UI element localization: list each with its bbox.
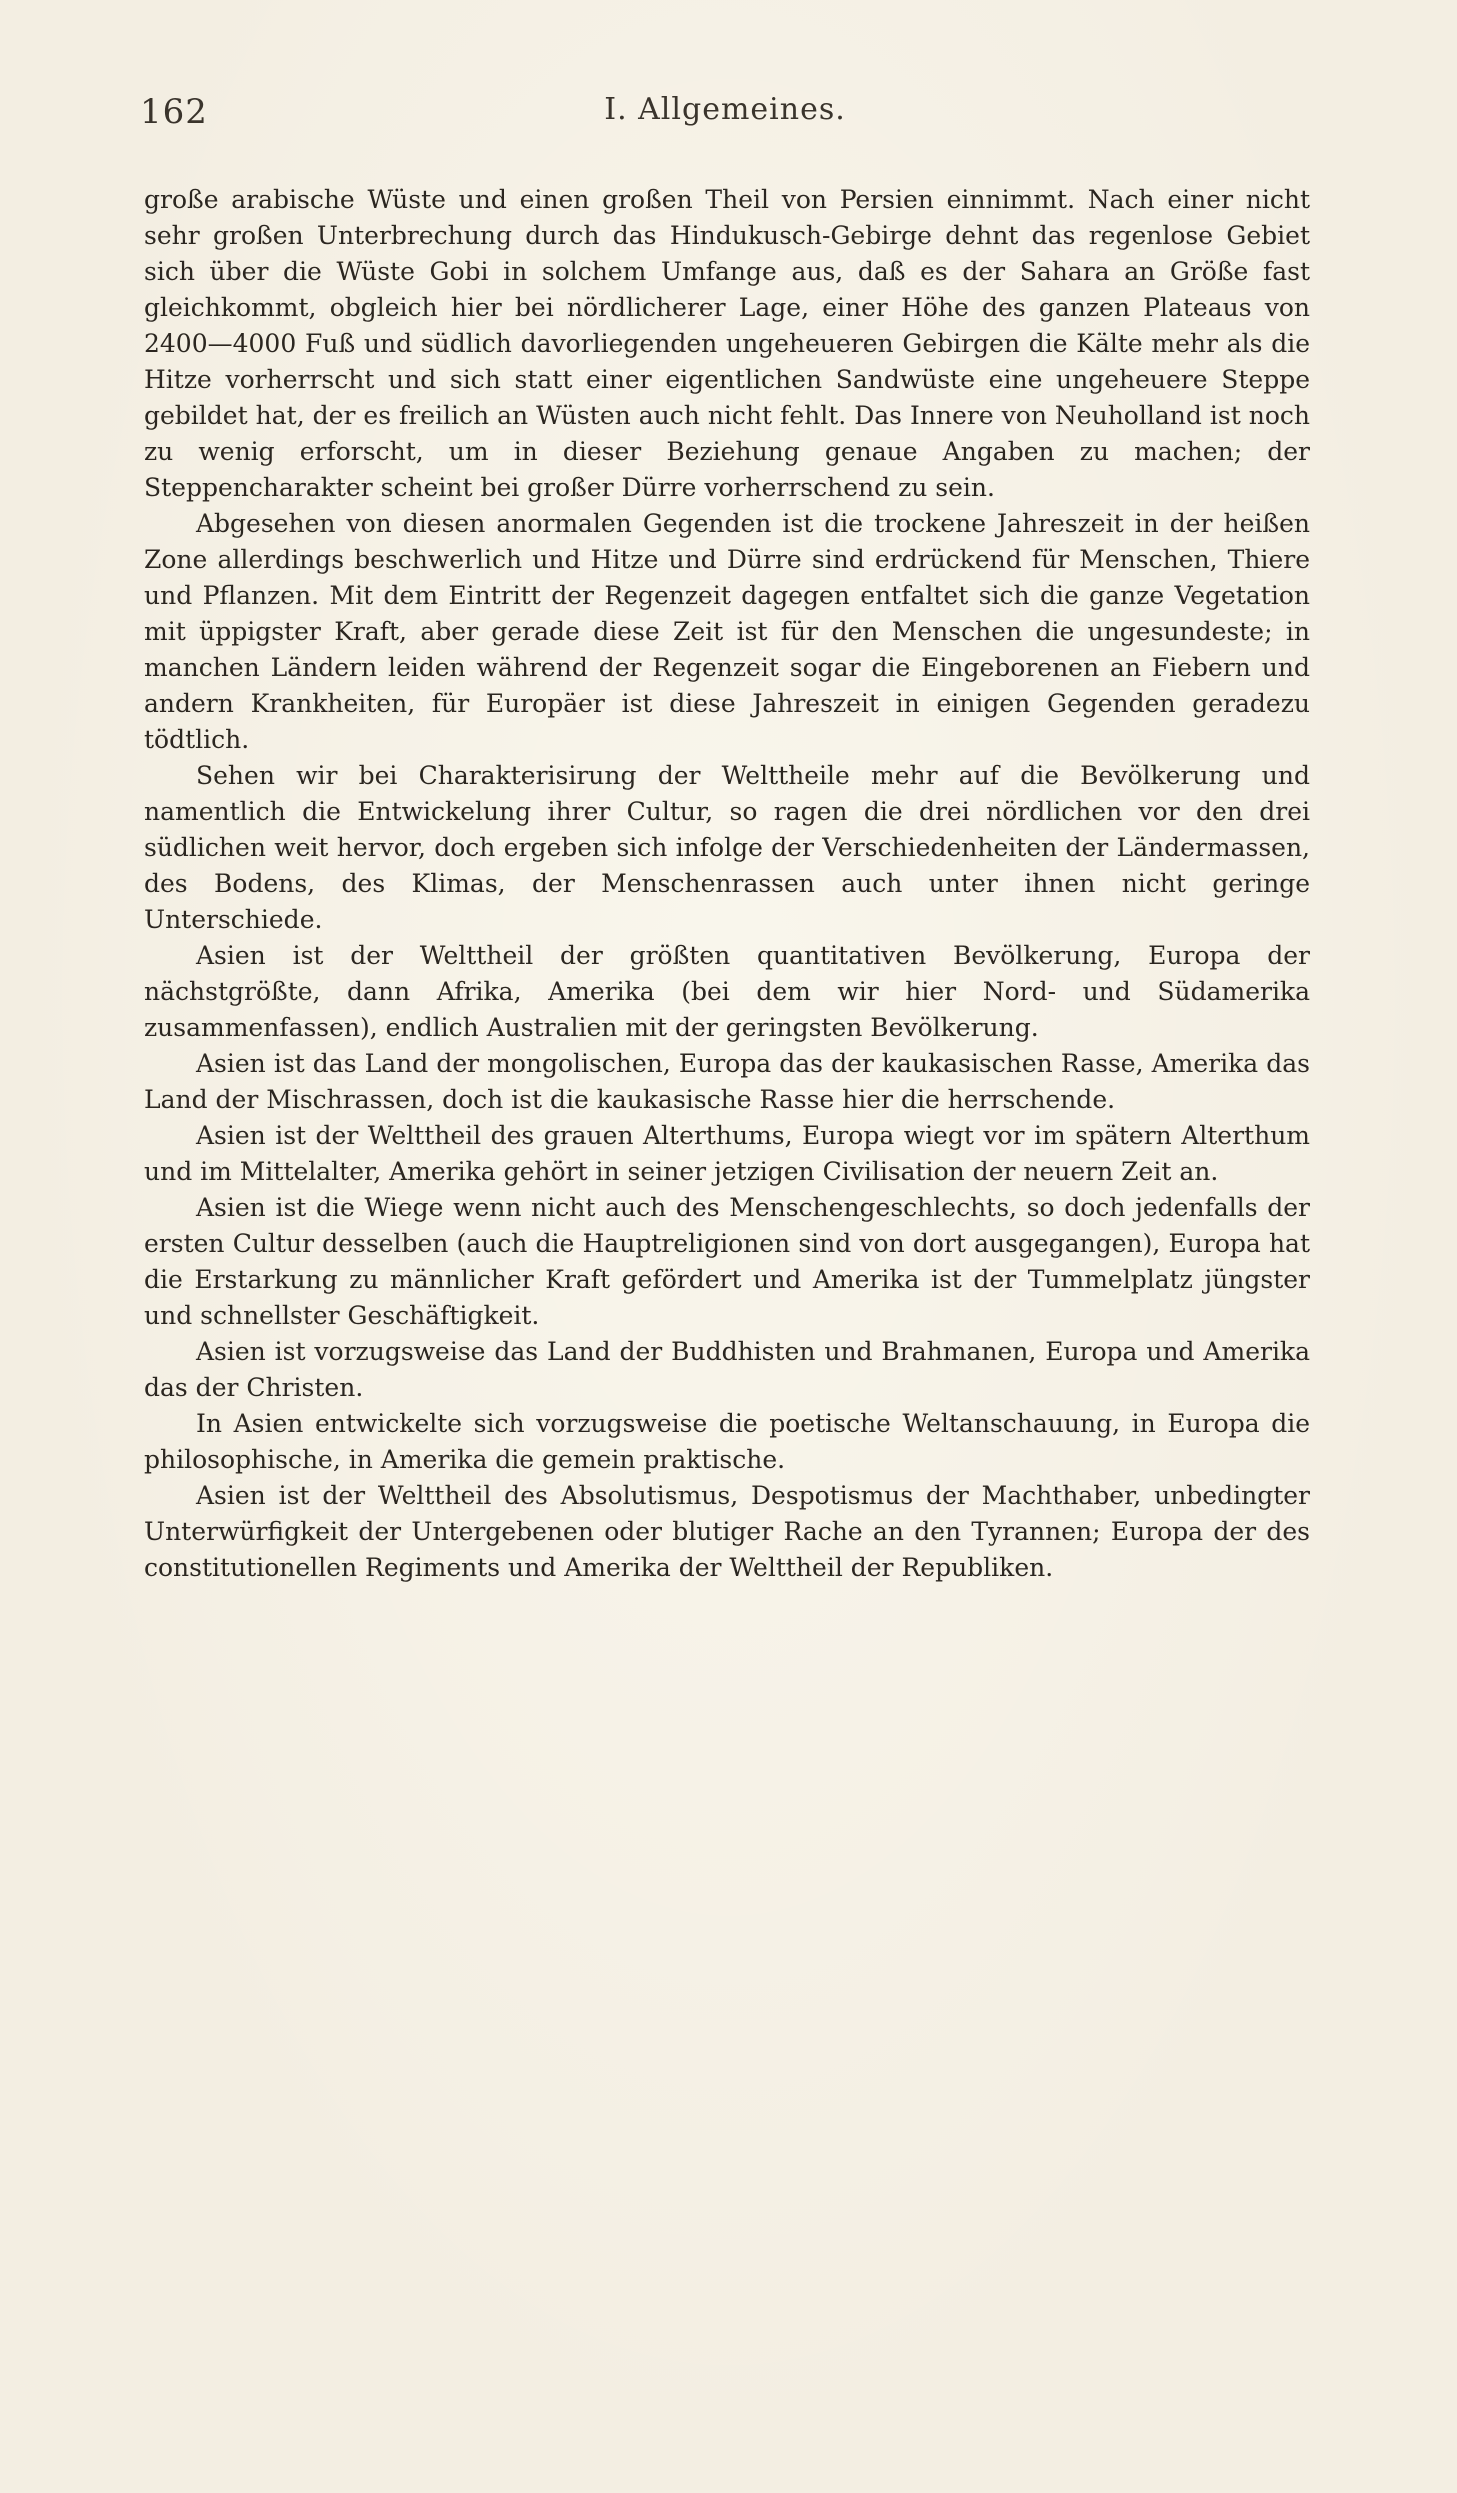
paragraph-races: Asien ist das Land der mongolischen, Europa das der kaukasischen Rasse, Amerika das Land der Mischrassen, doch ist die kaukasische Rasse hier die herrschende. bbox=[144, 1049, 1310, 1114]
paragraph-dry-season: Abgesehen von diesen anormalen Gegenden ist die trockene Jahreszeit in der heißen Zone allerdings beschwerlich und Hitze und Dürre sind erdrückend für Menschen, Thiere und Pflanzen. Mit dem Eintritt der Regenzeit dagegen entfaltet sich die ganze Vegetation mit üppigster Kraft, aber gerade diese Zeit ist für den Menschen die ungesundeste; in manchen Ländern leiden während der Regenzeit sogar die Eingeborenen an Fiebern und andern Krankheiten, für Europäer ist diese Jahreszeit in einigen Gegenden geradezu tödtlich. bbox=[144, 509, 1310, 754]
body-text bbox=[144, 182, 1310, 1586]
running-head: I. Allgemeines. bbox=[604, 92, 846, 127]
paragraph-population: Sehen wir bei Charakterisirung der Welttheile mehr auf die Bevölkerung und namentlich die Entwickelung ihrer Cultur, so ragen die drei nördlichen vor den drei südlichen weit hervor, doch ergeben sich infolge der Verschiedenheiten der Ländermassen, des Bodens, des Klimas, der Menschenrassen auch unter ihnen nicht geringe Unterschiede. bbox=[144, 761, 1310, 934]
paragraph-government: Asien ist der Welttheil des Absolutismus, Despotismus der Machthaber, unbedingter Unterwürfigkeit der Untergebenen oder blutiger Rache an den Tyrannen; Europa der des constitutionellen Regiments und Amerika der Welttheil der Republiken. bbox=[144, 1481, 1310, 1582]
page-header bbox=[140, 92, 1310, 142]
paragraph-religions: Asien ist vorzugsweise das Land der Buddhisten und Brahmanen, Europa und Amerika das der Christen. bbox=[144, 1337, 1310, 1402]
paragraph-quantitative-population: Asien ist der Welttheil der größten quantitativen Bevölkerung, Europa der nächstgrößte, dann Afrika, Amerika (bei dem wir hier Nord- und Südamerika zusammenfassen), endlich Australien mit der geringsten Bevölkerung. bbox=[144, 941, 1310, 1042]
paragraph-continued: große arabische Wüste und einen großen Theil von Persien einnimmt. Nach einer nicht sehr großen Unterbrechung durch das Hindukusch-Gebirge dehnt das regenlose Gebiet sich über die Wüste Gobi in solchem Umfange aus, daß es der Sahara an Größe fast gleichkommt, obgleich hier bei nördlicherer Lage, einer Höhe des ganzen Plateaus von 2400—4000 Fuß und südlich davorliegenden ungeheueren Gebirgen die Kälte mehr als die Hitze vorherrscht und sich statt einer eigentlichen Sandwüste eine ungeheuere Steppe gebildet hat, der es freilich an Wüsten auch nicht fehlt. Das Innere von Neuholland ist noch zu wenig erforscht, um in dieser Beziehung genaue Angaben zu machen; der Steppencharakter scheint bei großer Dürre vorherrschend zu sein. bbox=[144, 185, 1310, 502]
page-number: 162 bbox=[140, 92, 208, 132]
paragraph-antiquity: Asien ist der Welttheil des grauen Alterthums, Europa wiegt vor im spätern Alterthum und im Mittelalter, Amerika gehört in seiner jetzigen Civilisation der neuern Zeit an. bbox=[144, 1121, 1310, 1186]
paragraph-worldview: In Asien entwickelte sich vorzugsweise die poetische Weltanschauung, in Europa die philosophische, in Amerika die gemein praktische. bbox=[144, 1409, 1310, 1474]
paragraph-cradle: Asien ist die Wiege wenn nicht auch des Menschengeschlechts, so doch jedenfalls der ersten Cultur desselben (auch die Hauptreligionen sind von dort ausgegangen), Europa hat die Erstarkung zu männlicher Kraft gefördert und Amerika ist der Tummelplatz jüngster und schnellster Geschäftigkeit. bbox=[144, 1193, 1310, 1330]
